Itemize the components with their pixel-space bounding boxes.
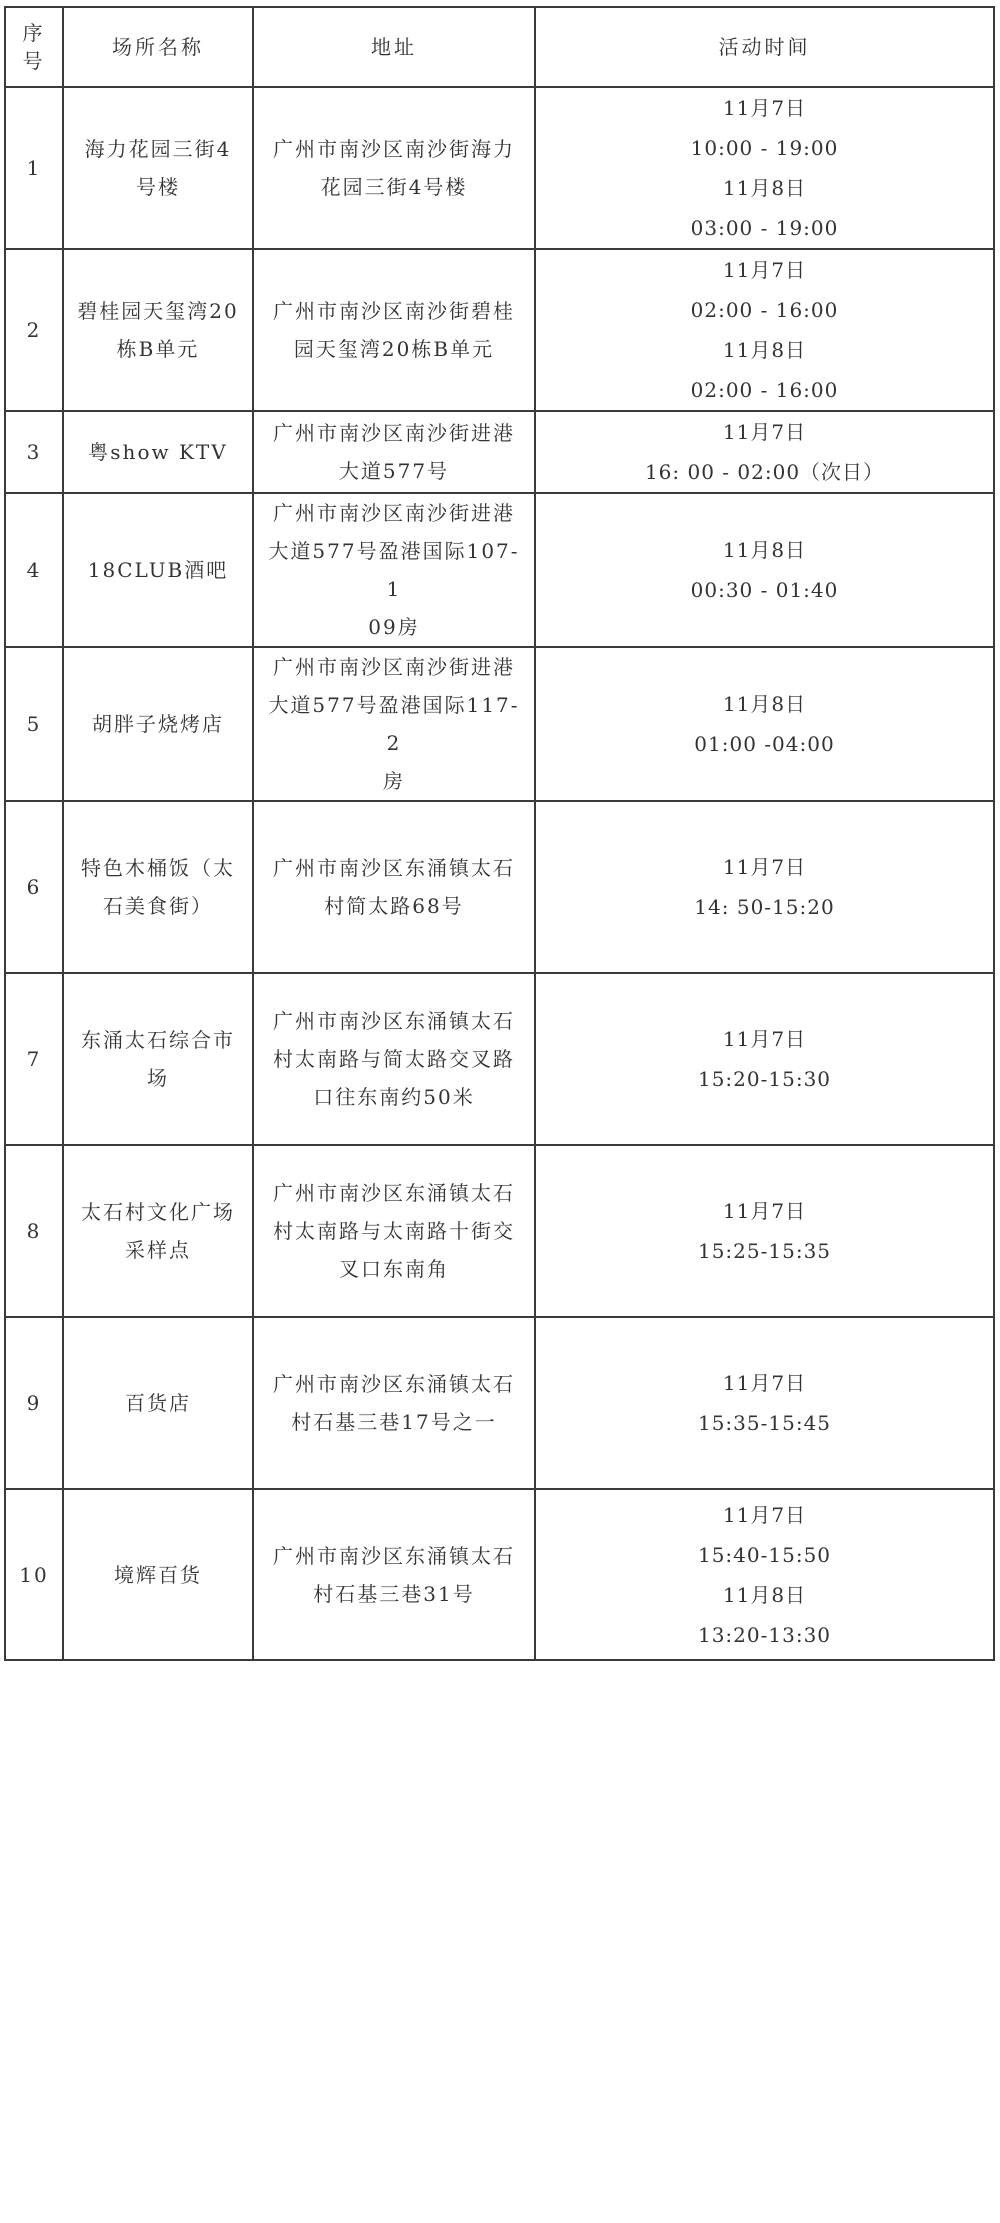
time-line: 00:30 - 01:40 <box>690 578 839 602</box>
cell-seq: 2 <box>5 249 63 411</box>
time-line: 11月7日 <box>722 96 807 120</box>
time-line: 02:00 - 16:00 <box>690 378 839 402</box>
time-line: 14: 50-15:20 <box>694 895 835 919</box>
cell-venue-name <box>63 249 253 411</box>
address-line: 园天玺湾20栋B单元 <box>293 337 495 361</box>
cell-venue-name <box>63 973 253 1145</box>
cell-address <box>253 647 535 801</box>
cell-seq: 5 <box>5 647 63 801</box>
address-line: 大道577号 <box>338 459 450 483</box>
time-line: 11月8日 <box>722 338 807 362</box>
address-text <box>263 130 525 206</box>
address-line: 广州市南沙区南沙街进港 <box>273 655 515 679</box>
cell-activity-time <box>535 1489 994 1660</box>
address-text <box>263 1002 525 1116</box>
cell-address <box>253 493 535 647</box>
venue-name-text <box>73 292 243 368</box>
address-line: 广州市南沙区南沙街海力 <box>273 137 515 161</box>
address-line: 村太南路与太南路十街交 <box>273 1219 515 1243</box>
address-line: 09房 <box>368 615 420 639</box>
address-line: 村简太路68号 <box>324 894 464 918</box>
table-row <box>5 1317 994 1489</box>
time-line: 10:00 - 19:00 <box>690 136 839 160</box>
address-line: 广州市南沙区南沙街碧桂 <box>273 299 515 323</box>
address-text <box>263 648 525 800</box>
table-row <box>5 1145 994 1317</box>
cell-venue-name <box>63 493 253 647</box>
cell-seq: 7 <box>5 973 63 1145</box>
time-line: 02:00 - 16:00 <box>690 298 839 322</box>
address-line: 广州市南沙区东涌镇太石 <box>273 1181 515 1205</box>
venue-name-text <box>73 551 243 589</box>
time-line: 16: 00 - 02:00（次日） <box>644 460 885 484</box>
cell-seq: 9 <box>5 1317 63 1489</box>
time-line: 15:40-15:50 <box>697 1542 832 1567</box>
table-body <box>5 87 994 1660</box>
address-line: 村石基三巷31号 <box>313 1581 475 1606</box>
address-line: 广州市南沙区东涌镇太石 <box>273 856 515 880</box>
time-line: 11月7日 <box>722 1199 807 1223</box>
time-line: 11月8日 <box>722 692 807 716</box>
cell-venue-name <box>63 801 253 973</box>
venue-name-text <box>73 1021 243 1097</box>
table-row <box>5 87 994 249</box>
venue-name-text <box>73 1384 243 1422</box>
cell-venue-name <box>63 87 253 249</box>
table-row <box>5 249 994 411</box>
time-line: 13:20-13:30 <box>697 1622 832 1647</box>
address-text <box>263 1537 525 1613</box>
address-text <box>263 1365 525 1441</box>
venue-name-text <box>73 705 243 743</box>
table-row <box>5 493 994 647</box>
address-line: 广州市南沙区东涌镇太石 <box>273 1372 515 1396</box>
venue-name-line: 碧桂园天玺湾20 <box>77 299 239 323</box>
time-line: 11月7日 <box>722 258 807 282</box>
address-line: 广州市南沙区南沙街进港 <box>273 501 515 525</box>
venue-name-line: 百货店 <box>125 1391 191 1415</box>
time-line: 11月7日 <box>722 420 807 444</box>
address-text <box>263 414 525 490</box>
cell-address <box>253 1489 535 1660</box>
address-text <box>263 1174 525 1288</box>
cell-venue-name <box>63 411 253 493</box>
venue-name-text <box>73 1193 243 1269</box>
cell-address <box>253 973 535 1145</box>
cell-seq: 6 <box>5 801 63 973</box>
cell-address <box>253 249 535 411</box>
time-line: 11月7日 <box>722 855 807 879</box>
time-line: 15:35-15:45 <box>697 1411 832 1435</box>
time-line: 11月7日 <box>722 1502 807 1527</box>
cell-seq: 3 <box>5 411 63 493</box>
address-line: 房 <box>383 769 405 793</box>
venue-name-text <box>73 849 243 925</box>
address-text <box>263 849 525 925</box>
venue-activity-table <box>4 6 995 1661</box>
address-line: 大道577号盈港国际107-1 <box>268 539 520 601</box>
table-header-row <box>5 7 994 87</box>
table-row <box>5 647 994 801</box>
address-line: 广州市南沙区东涌镇太石 <box>273 1009 515 1033</box>
cell-activity-time <box>535 1145 994 1317</box>
cell-seq: 10 <box>5 1489 63 1660</box>
time-line: 01:00 -04:00 <box>694 732 835 756</box>
venue-name-line: 场 <box>147 1066 169 1090</box>
address-text <box>263 292 525 368</box>
time-line: 11月8日 <box>722 176 807 200</box>
venue-name-text <box>73 433 243 471</box>
venue-name-line: 栋B单元 <box>116 337 200 361</box>
table-row <box>5 1489 994 1660</box>
address-line: 广州市南沙区南沙街进港 <box>273 421 515 445</box>
time-line: 11月8日 <box>722 1582 807 1607</box>
address-line: 广州市南沙区东涌镇太石 <box>273 1543 515 1568</box>
address-line: 村太南路与简太路交叉路 <box>273 1047 515 1071</box>
venue-name-text <box>73 130 243 206</box>
venue-name-line: 境辉百货 <box>114 1562 202 1587</box>
time-line: 11月8日 <box>722 538 807 562</box>
header-seq: 序 号 <box>5 7 63 87</box>
venue-name-line: 18CLUB酒吧 <box>87 558 229 582</box>
table-row <box>5 973 994 1145</box>
cell-activity-time <box>535 87 994 249</box>
cell-activity-time <box>535 1317 994 1489</box>
cell-venue-name <box>63 1489 253 1660</box>
cell-address <box>253 801 535 973</box>
cell-activity-time <box>535 249 994 411</box>
cell-seq: 8 <box>5 1145 63 1317</box>
cell-activity-time <box>535 801 994 973</box>
cell-venue-name <box>63 1145 253 1317</box>
venue-name-line: 粤show KTV <box>88 440 228 464</box>
venue-name-text <box>73 1556 243 1594</box>
cell-activity-time <box>535 973 994 1145</box>
cell-venue-name <box>63 1317 253 1489</box>
address-text <box>263 494 525 646</box>
venue-name-line: 号楼 <box>136 175 180 199</box>
time-line: 11月7日 <box>722 1371 807 1395</box>
address-line: 花园三街4号楼 <box>320 175 468 199</box>
time-line: 11月7日 <box>722 1027 807 1051</box>
time-line: 15:20-15:30 <box>697 1067 832 1091</box>
venue-name-line: 特色木桶饭（太 <box>81 856 235 880</box>
cell-activity-time <box>535 647 994 801</box>
address-line: 大道577号盈港国际117-2 <box>268 693 520 755</box>
venue-name-line: 胡胖子烧烤店 <box>92 712 224 736</box>
cell-activity-time <box>535 411 994 493</box>
address-line: 村石基三巷17号之一 <box>291 1410 497 1434</box>
time-line: 15:25-15:35 <box>697 1239 832 1263</box>
cell-activity-time <box>535 493 994 647</box>
cell-address <box>253 1145 535 1317</box>
venue-name-line: 太石村文化广场 <box>81 1200 235 1224</box>
venue-name-line: 采样点 <box>125 1238 191 1262</box>
header-venue-name: 场所名称 <box>63 7 253 87</box>
cell-address <box>253 87 535 249</box>
table-row <box>5 801 994 973</box>
header-address: 地址 <box>253 7 535 87</box>
table-row <box>5 411 994 493</box>
header-activity-time: 活动时间 <box>535 7 994 87</box>
cell-venue-name <box>63 647 253 801</box>
time-line: 03:00 - 19:00 <box>690 216 839 240</box>
cell-address <box>253 411 535 493</box>
cell-seq: 1 <box>5 87 63 249</box>
venue-name-line: 东涌太石综合市 <box>81 1028 235 1052</box>
address-line: 口往东南约50米 <box>313 1085 475 1109</box>
address-line: 叉口东南角 <box>339 1257 449 1281</box>
cell-seq: 4 <box>5 493 63 647</box>
venue-name-line: 海力花园三街4 <box>84 137 232 161</box>
cell-address <box>253 1317 535 1489</box>
venue-name-line: 石美食街） <box>103 894 213 918</box>
